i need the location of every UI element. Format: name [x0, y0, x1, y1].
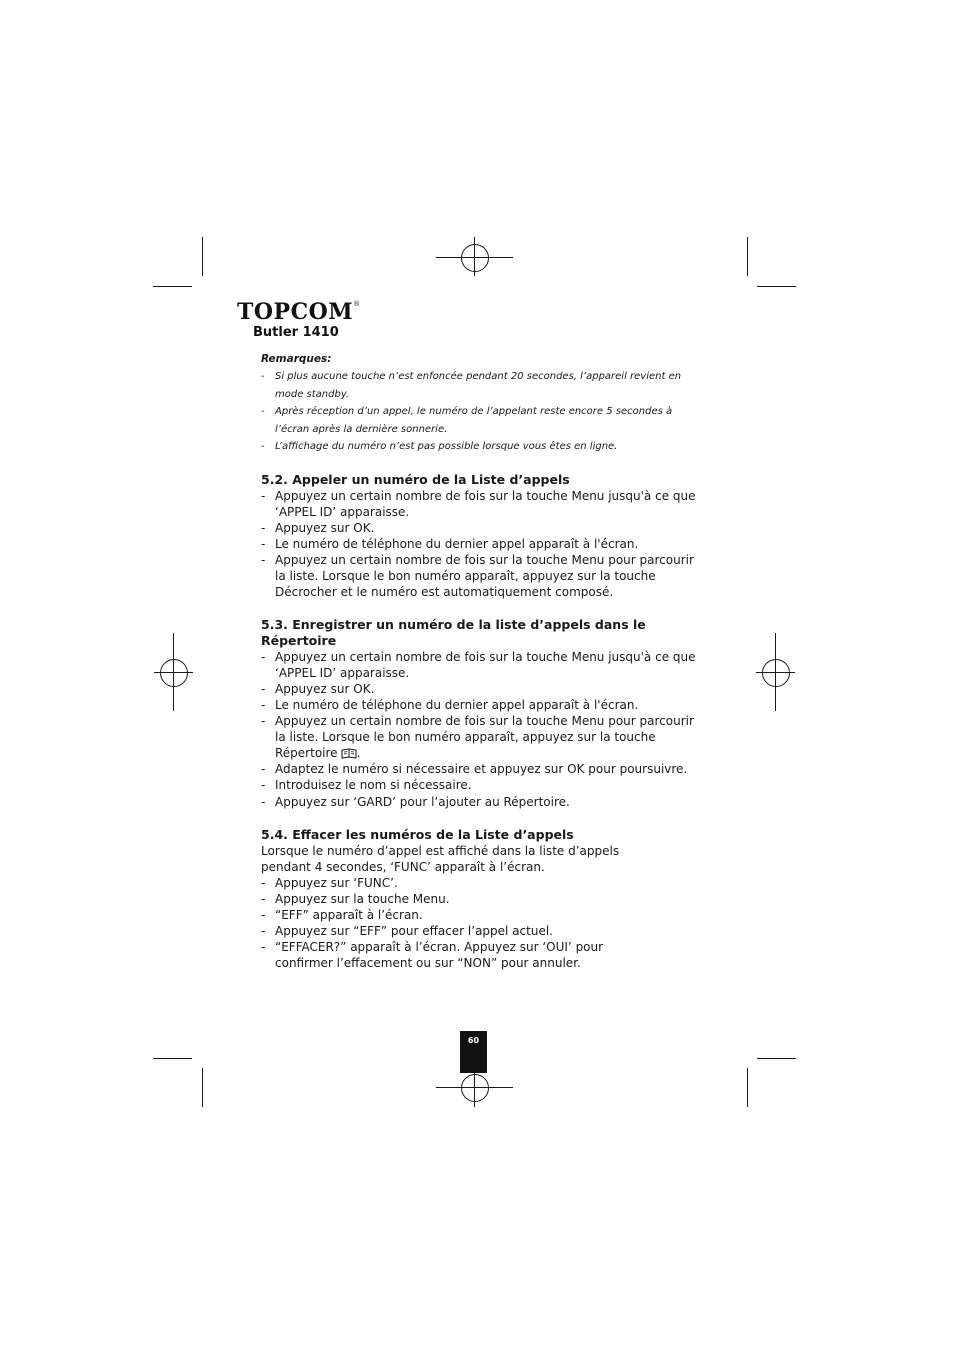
section-5-3 — [261, 617, 701, 810]
step-item: - Appuyez sur ‘GARD’ pour l’ajouter au Répertoire. — [261, 794, 701, 810]
crop-mark — [757, 1058, 796, 1059]
remarks-list — [261, 368, 701, 456]
crop-mark — [747, 237, 748, 276]
step-text: Appuyez un certain nombre de fois sur la touche Menu pour parcourir la liste. Lorsque le bon numéro apparaît, appuyez sur la touche Répertoire — [275, 713, 694, 760]
section-5-2 — [261, 472, 701, 600]
book-icon — [341, 748, 357, 759]
step-item: - Adaptez le numéro si nécessaire et appuyez sur OK pour poursuivre. — [261, 761, 701, 777]
page-content — [261, 350, 701, 971]
section-title: 5.2. Appeler un numéro de la Liste d’appels — [261, 471, 570, 487]
crop-mark — [153, 1058, 192, 1059]
step-item: - Appuyez sur OK. — [261, 681, 701, 697]
topcom-logo — [237, 300, 360, 324]
step-item: - Le numéro de téléphone du dernier appel apparaît à l'écran. — [261, 536, 701, 552]
steps-list — [261, 875, 651, 971]
page-number: 60 — [467, 1036, 480, 1045]
section-5-4 — [261, 827, 701, 971]
step-item: - “EFF” apparaît à l’écran. — [261, 907, 651, 923]
registration-circle — [762, 659, 790, 687]
step-item: - Appuyez sur OK. — [261, 520, 701, 536]
step-item: - Appuyez un certain nombre de fois sur la touche Menu pour parcourir la liste. Lorsque le bon numéro apparaît, appuyez sur la touche Décrocher et le numéro est automatiquement composé. — [261, 552, 701, 600]
section-intro: Lorsque le numéro d’appel est affiché dans la liste d’appels pendant 4 secondes, ‘FUNC’ apparaît à l’écran. — [261, 843, 620, 874]
step-item: - Appuyez sur ‘FUNC’. — [261, 875, 651, 891]
step-item: - Appuyez un certain nombre de fois sur la touche Menu jusqu'à ce que ‘APPEL ID’ apparaisse. — [261, 649, 701, 681]
registration-circle — [461, 1074, 489, 1102]
step-item: - “EFFACER?” apparaît à l’écran. Appuyez sur ‘OUI’ pour confirmer l’effacement ou sur “NON” pour annuler. — [261, 939, 651, 971]
brand-name: TOPCOM — [237, 299, 354, 325]
step-item: - Appuyez un certain nombre de fois sur la touche Menu jusqu'à ce que ‘APPEL ID’ apparaisse. — [261, 488, 701, 520]
crop-mark — [747, 1068, 748, 1107]
step-item: - Le numéro de téléphone du dernier appel apparaît à l'écran. — [261, 697, 701, 713]
registration-circle — [160, 659, 188, 687]
section-title: 5.4. Effacer les numéros de la Liste d’appels — [261, 826, 574, 842]
registered-mark: ® — [353, 300, 361, 308]
registration-circle — [461, 244, 489, 272]
crop-mark — [757, 286, 796, 287]
remark-item: - Après réception d’un appel, le numéro de l’appelant reste encore 5 secondes à l’écran après la dernière sonnerie. — [261, 403, 701, 438]
step-item: - Appuyez sur “EFF” pour effacer l’appel actuel. — [261, 923, 651, 939]
step-item: - Introduisez le nom si nécessaire. — [261, 777, 701, 793]
crop-mark — [153, 286, 192, 287]
steps-list — [261, 488, 701, 600]
remark-item: - L’affichage du numéro n’est pas possible lorsque vous êtes en ligne. — [261, 438, 701, 456]
remarks-title: Remarques: — [261, 353, 332, 365]
steps-list — [261, 649, 701, 810]
crop-mark — [202, 1068, 203, 1107]
remark-item: - Si plus aucune touche n’est enfoncée pendant 20 secondes, l’appareil revient en mode standby. — [261, 368, 701, 403]
section-title: 5.3. Enregistrer un numéro de la liste d’appels dans le Répertoire — [261, 616, 646, 648]
model-name: Butler 1410 — [253, 325, 339, 340]
step-item: - Appuyez un certain nombre de fois sur la touche Menu pour parcourir la liste. Lorsque le bon numéro apparaît, appuyez sur la touche Répertoire . — [261, 713, 701, 761]
step-item: - Appuyez sur la touche Menu. — [261, 891, 651, 907]
crop-mark — [202, 237, 203, 276]
